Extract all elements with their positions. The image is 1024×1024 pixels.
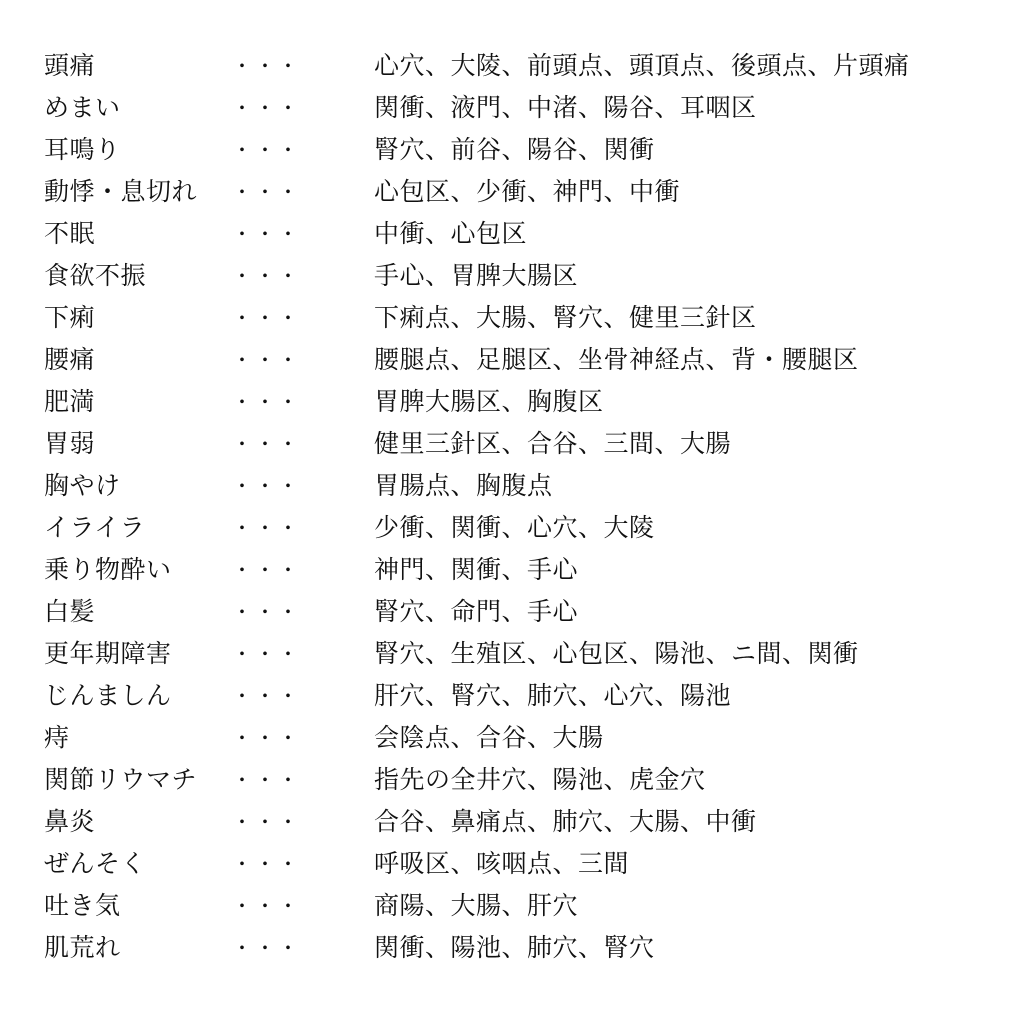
point-list-text: 少衝、関衝、心穴、大陵 (374, 513, 655, 542)
symptom-label: 吐き気 (44, 891, 121, 920)
symptom-label: 胸やけ (44, 471, 121, 500)
symptom-label: 乗り物酔い (44, 555, 172, 584)
list-item (0, 255, 1024, 297)
list-item (0, 549, 1024, 591)
list-item (0, 717, 1024, 759)
symptom-label: ぜんそく (44, 849, 147, 878)
list-item (0, 423, 1024, 465)
point-list-text: 健里三針区、合谷、三間、大腸 (374, 429, 732, 458)
point-list-text: 腎穴、命門、手心 (374, 597, 579, 626)
separator-dots: ・・・ (232, 390, 301, 414)
separator-dots: ・・・ (232, 810, 301, 834)
symptom-label: 腰痛 (44, 345, 96, 374)
list-item (0, 213, 1024, 255)
symptom-label: イライラ (44, 513, 146, 542)
symptom-label: 関節リウマチ (44, 765, 198, 794)
list-item (0, 507, 1024, 549)
list-item (0, 633, 1024, 675)
separator-dots: ・・・ (232, 222, 301, 246)
separator-dots: ・・・ (232, 180, 301, 204)
point-list-text: 会陰点、合谷、大腸 (374, 723, 604, 752)
point-list-text: 胃脾大腸区、胸腹区 (374, 387, 604, 416)
point-list-text: 中衝、心包区 (374, 219, 528, 248)
separator-dots: ・・・ (232, 138, 301, 162)
list-item (0, 675, 1024, 717)
separator-dots: ・・・ (232, 306, 301, 330)
list-item (0, 843, 1024, 885)
point-list-text: 心包区、少衝、神門、中衝 (374, 177, 681, 206)
symptom-label: 鼻炎 (44, 807, 96, 836)
separator-dots: ・・・ (232, 264, 301, 288)
symptom-label: 肌荒れ (44, 933, 121, 962)
point-list-text: 商陽、大腸、肝穴 (374, 891, 579, 920)
symptom-label: めまい (44, 93, 121, 122)
separator-dots: ・・・ (232, 432, 301, 456)
symptom-label: 胃弱 (44, 429, 96, 458)
separator-dots: ・・・ (232, 642, 301, 666)
point-list-text: 関衝、液門、中渚、陽谷、耳咽区 (374, 93, 757, 122)
list-item (0, 465, 1024, 507)
separator-dots: ・・・ (232, 684, 301, 708)
point-list-text: 肝穴、腎穴、肺穴、心穴、陽池 (374, 681, 732, 710)
point-list-text: 下痢点、大腸、腎穴、健里三針区 (374, 303, 757, 332)
separator-dots: ・・・ (232, 558, 301, 582)
symptom-label: 下痢 (44, 303, 96, 332)
separator-dots: ・・・ (232, 852, 301, 876)
symptom-label: 白髪 (44, 597, 96, 626)
separator-dots: ・・・ (232, 768, 301, 792)
point-list-text: 心穴、大陵、前頭点、頭頂点、後頭点、片頭痛 (374, 51, 910, 80)
symptom-label: 頭痛 (44, 51, 96, 80)
list-item (0, 759, 1024, 801)
symptom-label: 耳鳴り (44, 135, 121, 164)
symptom-label: 痔 (44, 723, 70, 752)
list-item (0, 87, 1024, 129)
separator-dots: ・・・ (232, 96, 301, 120)
symptom-label: 不眠 (44, 219, 96, 248)
separator-dots: ・・・ (232, 894, 301, 918)
separator-dots: ・・・ (232, 516, 301, 540)
point-list-text: 合谷、鼻痛点、肺穴、大腸、中衝 (374, 807, 757, 836)
list-item (0, 927, 1024, 969)
list-item (0, 339, 1024, 381)
point-list-text: 胃腸点、胸腹点 (374, 471, 553, 500)
point-list-text: 腎穴、生殖区、心包区、陽池、ニ間、関衝 (374, 639, 859, 668)
symptom-label: 食欲不振 (44, 261, 147, 290)
symptom-label: 動悸・息切れ (44, 177, 198, 206)
list-item (0, 591, 1024, 633)
symptom-label: 肥満 (44, 387, 96, 416)
list-item (0, 171, 1024, 213)
point-list-text: 呼吸区、咳咽点、三間 (374, 849, 630, 878)
symptom-label: じんましん (44, 681, 172, 710)
list-item (0, 381, 1024, 423)
list-item (0, 45, 1024, 87)
point-list-text: 指先の全井穴、陽池、虎金穴 (374, 765, 706, 794)
list-item (0, 129, 1024, 171)
separator-dots: ・・・ (232, 936, 301, 960)
point-list-text: 神門、関衝、手心 (374, 555, 579, 584)
separator-dots: ・・・ (232, 474, 301, 498)
list-item (0, 297, 1024, 339)
separator-dots: ・・・ (232, 600, 301, 624)
point-list-text: 腎穴、前谷、陽谷、関衝 (374, 135, 655, 164)
symptom-label: 更年期障害 (44, 639, 172, 668)
list-item (0, 801, 1024, 843)
separator-dots: ・・・ (232, 726, 301, 750)
point-list-text: 関衝、陽池、肺穴、腎穴 (374, 933, 655, 962)
symptom-point-list (0, 45, 1024, 969)
point-list-text: 手心、胃脾大腸区 (374, 261, 579, 290)
list-item (0, 885, 1024, 927)
separator-dots: ・・・ (232, 348, 301, 372)
separator-dots: ・・・ (232, 54, 301, 78)
point-list-text: 腰腿点、足腿区、坐骨神経点、背・腰腿区 (374, 345, 859, 374)
